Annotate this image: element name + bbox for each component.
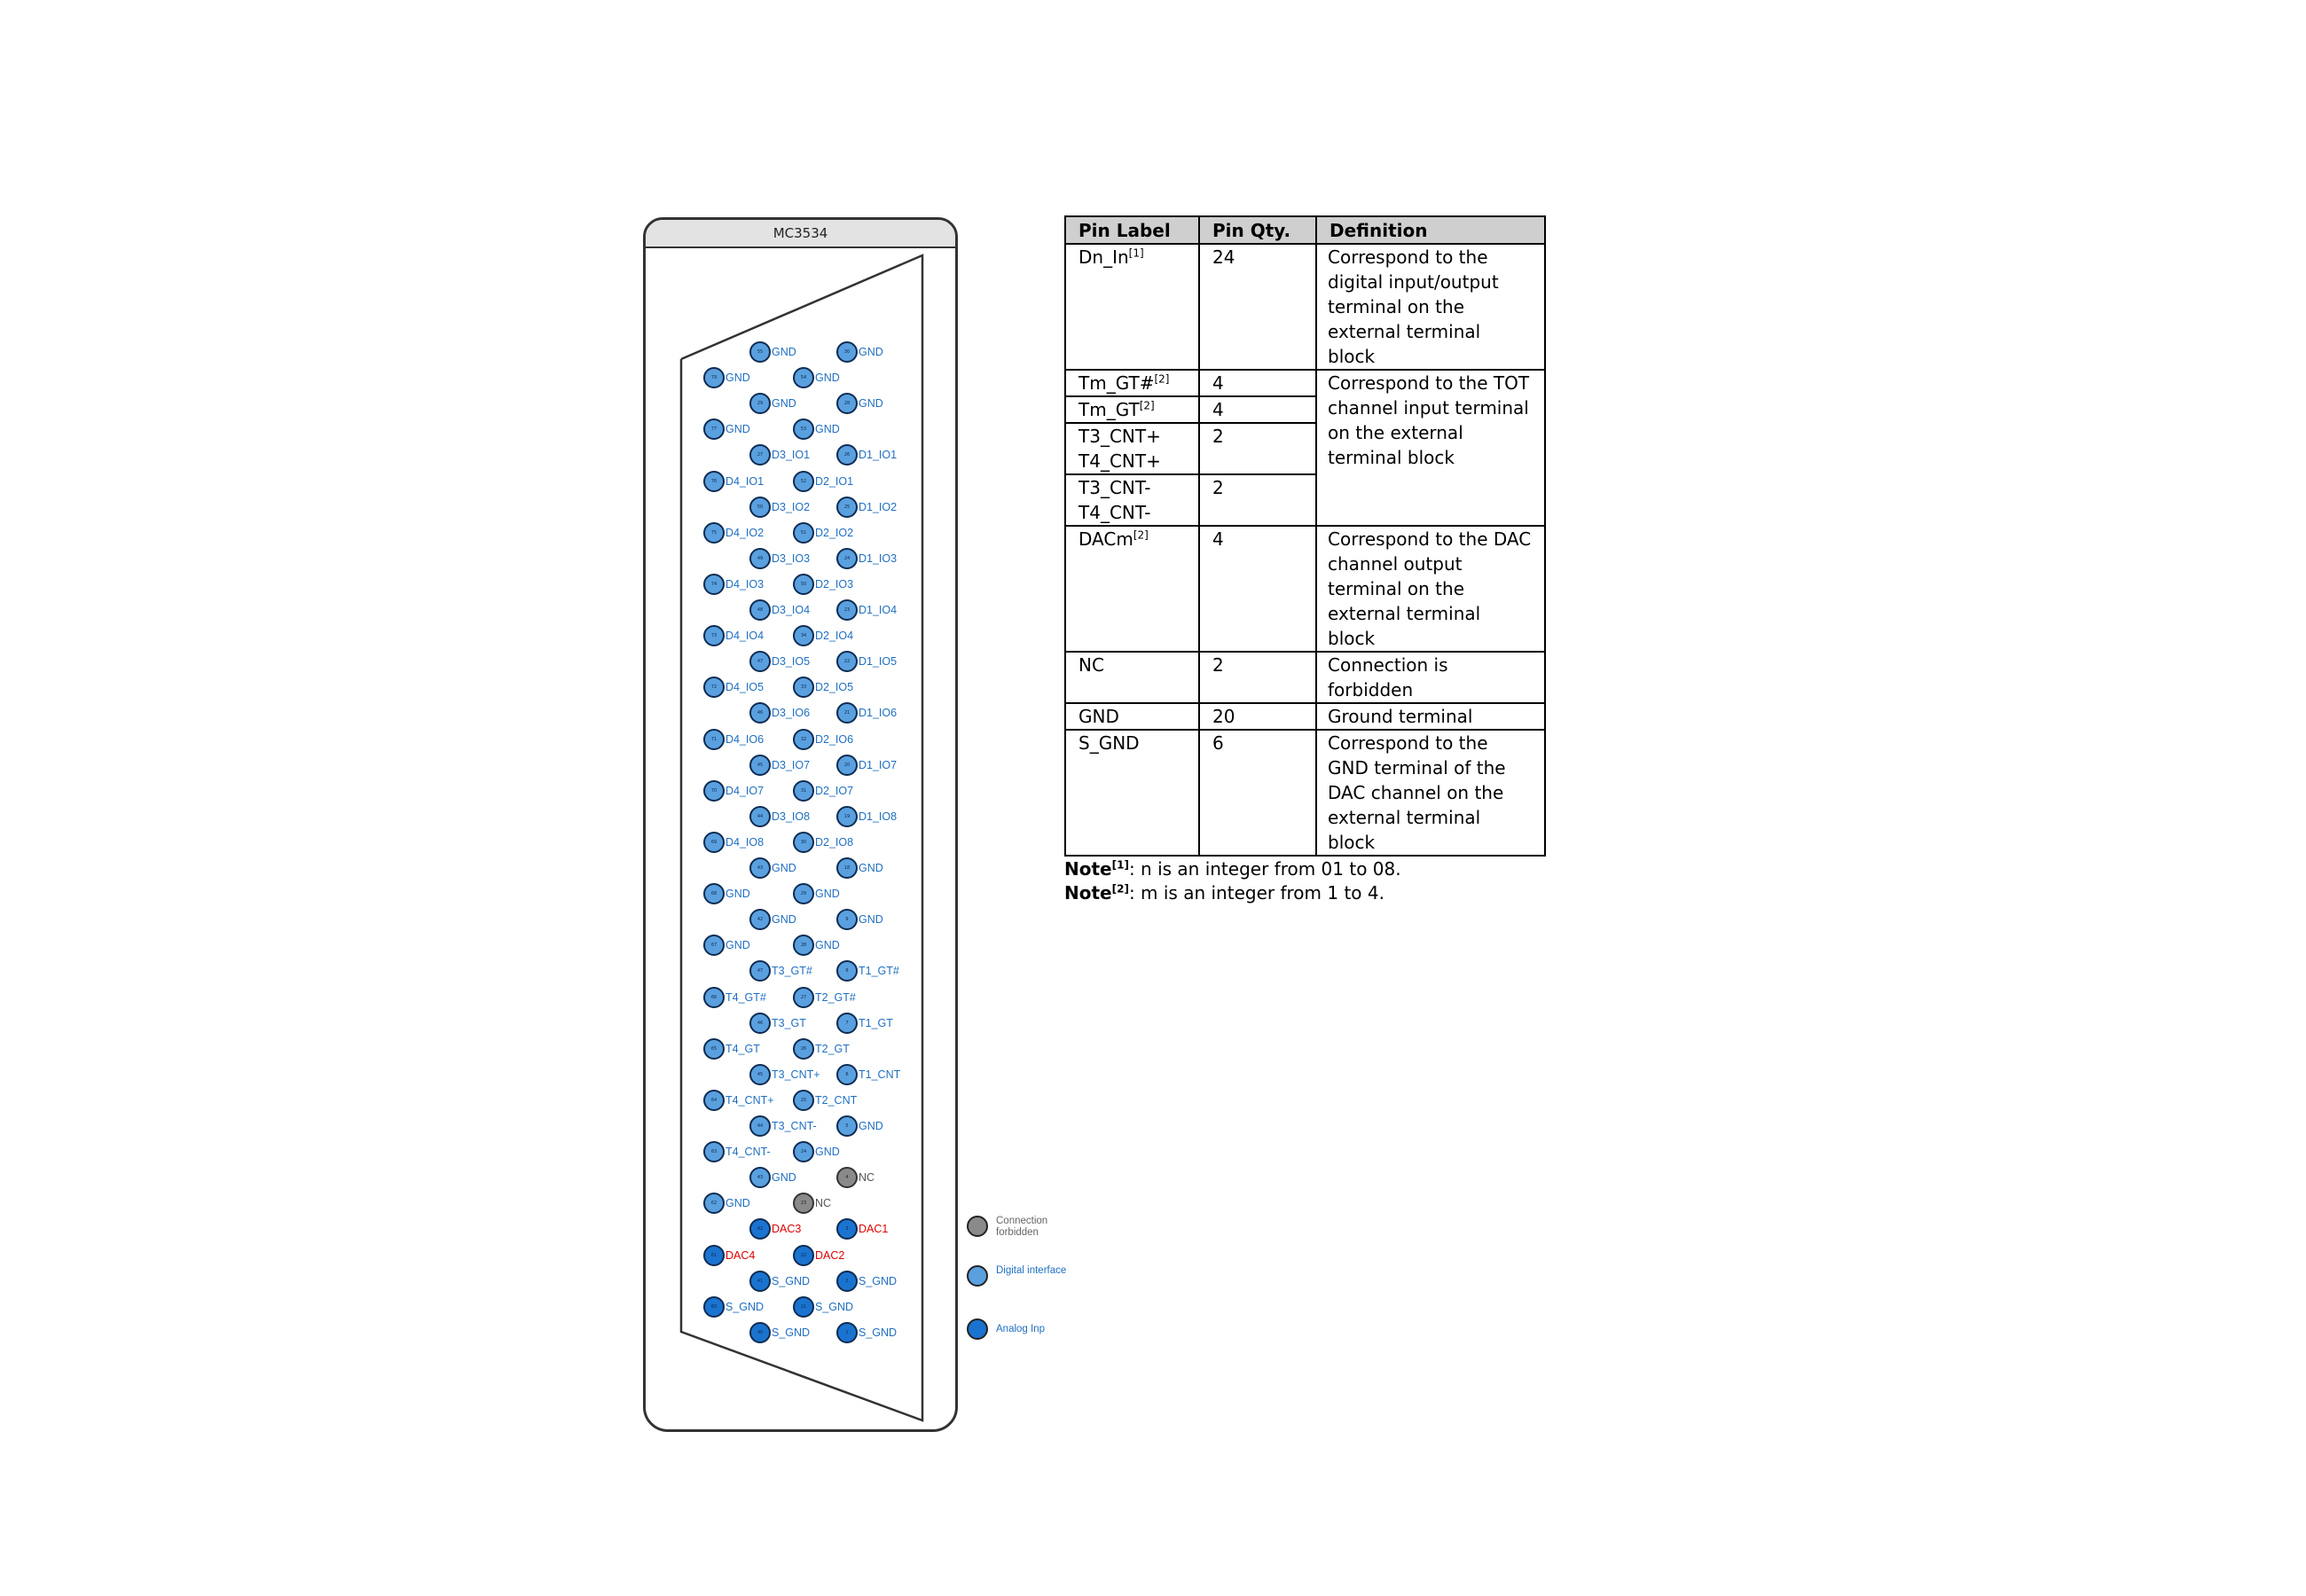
pin-label: D2_IO3 xyxy=(815,577,854,591)
pin-t3-cnt--icon: 45 xyxy=(749,1064,771,1085)
pin-gnd-icon: 9 xyxy=(836,909,858,930)
pin-d3-io4-icon: 48 xyxy=(749,599,771,621)
pin-label: T3_CNT- xyxy=(772,1120,817,1132)
pin-qty-cell: 4 xyxy=(1199,396,1316,423)
pin-label: GND xyxy=(726,939,750,952)
pin-gnd-icon: 24 xyxy=(793,1141,814,1162)
table-row xyxy=(1065,526,1545,652)
pin-label: GND xyxy=(772,862,796,874)
pin-t3-cnt--icon: 44 xyxy=(749,1115,771,1137)
pin-label: D1_IO2 xyxy=(859,500,898,513)
pin-d1-io8-icon: 19 xyxy=(836,806,858,827)
pin-label-cell: T3_CNT- T4_CNT- xyxy=(1065,474,1199,526)
pin-nc-icon: 23 xyxy=(793,1193,814,1214)
pin-dac2-icon: 22 xyxy=(793,1245,814,1266)
pin-label: T2_GT xyxy=(815,1042,850,1055)
definition-cell: Correspond to the GND terminal of the DAC channel on the external terminal block xyxy=(1316,730,1545,856)
definition-cell: Correspond to the TOT channel input terminal on the external terminal block xyxy=(1316,370,1545,526)
pin-label: S_GND xyxy=(815,1300,854,1313)
pin-d2-io5-icon: 33 xyxy=(793,677,814,698)
pin-t4-gt-icon: 65 xyxy=(703,1038,725,1060)
pin-dac3-icon: 42 xyxy=(749,1218,771,1240)
pin-label: D4_IO7 xyxy=(726,784,765,797)
pin-d1-io2-icon: 25 xyxy=(836,497,858,518)
pin-d4-io5-icon: 72 xyxy=(703,677,725,698)
pin-label: GND xyxy=(815,888,840,901)
note-2: Note[2]: m is an integer from 1 to 4. xyxy=(1064,882,1384,904)
pin-label: T4_CNT- xyxy=(726,1146,771,1159)
pin-qty-cell: 20 xyxy=(1199,703,1316,730)
pin-s-gnd-icon: 60 xyxy=(703,1296,725,1318)
pin-s-gnd-icon: 2 xyxy=(836,1271,858,1292)
pin-label: D1_IO7 xyxy=(859,758,898,771)
pin-d4-io8-icon: 69 xyxy=(703,832,725,853)
pin-s-gnd-icon: 1 xyxy=(836,1322,858,1343)
pin-label: S_GND xyxy=(772,1274,811,1287)
pin-label: D4_IO8 xyxy=(726,835,765,849)
pin-gnd-icon: 43 xyxy=(749,857,771,879)
pin-label: DAC3 xyxy=(772,1223,802,1236)
pin-label: D4_IO1 xyxy=(726,474,765,488)
pin-label: D3_IO7 xyxy=(772,758,811,771)
pin-label: D3_IO6 xyxy=(772,707,811,720)
pin-label-cell: GND xyxy=(1065,703,1199,730)
pin-label: D3_IO8 xyxy=(772,810,811,823)
pin-label: D4_IO6 xyxy=(726,732,765,746)
pin-label: D3_IO1 xyxy=(772,449,811,462)
header-pin-label: Pin Label xyxy=(1065,216,1199,244)
pin-s-gnd-icon: 21 xyxy=(793,1296,814,1318)
pin-label: NC xyxy=(859,1171,875,1185)
pin-d1-io3-icon: 24 xyxy=(836,548,858,569)
pin-label: T4_GT xyxy=(726,1042,760,1055)
pin-label: T2_CNT xyxy=(815,1093,858,1107)
pin-t4-cnt--icon: 63 xyxy=(703,1141,725,1162)
table-row xyxy=(1065,652,1545,703)
pin-label: D1_IO1 xyxy=(859,449,898,462)
connector-title: MC3534 xyxy=(646,220,955,248)
pin-label-cell: DACm[2] xyxy=(1065,526,1199,652)
pin-t1-gt--icon: 8 xyxy=(836,960,858,982)
pin-label: D1_IO6 xyxy=(859,707,898,720)
pin-label: GND xyxy=(815,423,840,436)
pin-d1-io4-icon: 23 xyxy=(836,599,858,621)
pin-label: DAC1 xyxy=(859,1223,889,1236)
nc-pin-swatch-icon xyxy=(967,1216,988,1237)
pin-d2-io4-icon: 34 xyxy=(793,625,814,646)
note-1: Note[1]: n is an integer from 01 to 08. xyxy=(1064,858,1401,880)
pin-label: S_GND xyxy=(772,1326,811,1339)
pin-d4-io7-icon: 70 xyxy=(703,780,725,802)
header-pin-qty: Pin Qty. xyxy=(1199,216,1316,244)
pin-qty-cell: 4 xyxy=(1199,370,1316,396)
definition-cell: Connection is forbidden xyxy=(1316,652,1545,703)
pin-label: D4_IO4 xyxy=(726,630,765,643)
pin-label: D2_IO7 xyxy=(815,784,854,797)
pin-label: GND xyxy=(772,1171,796,1185)
pin-d3-io5-icon: 47 xyxy=(749,651,771,672)
pin-label: GND xyxy=(726,372,750,385)
pin-nc-icon: 4 xyxy=(836,1167,858,1188)
pin-label: GND xyxy=(815,939,840,952)
pin-label: GND xyxy=(726,1197,750,1210)
pin-label: DAC4 xyxy=(726,1248,756,1262)
definition-cell: Ground terminal xyxy=(1316,703,1545,730)
pin-gnd-icon: 43 xyxy=(749,1167,771,1188)
header-definition: Definition xyxy=(1316,216,1545,244)
pin-label: D2_IO1 xyxy=(815,474,854,488)
pin-d3-io3-icon: 49 xyxy=(749,548,771,569)
pin-label-cell: Tm_GT#[2] xyxy=(1065,370,1199,396)
pin-label: D1_IO8 xyxy=(859,810,898,823)
pin-dac4-icon: 61 xyxy=(703,1245,725,1266)
pin-d3-io1-icon: 27 xyxy=(749,444,771,466)
pin-d1-io5-icon: 22 xyxy=(836,651,858,672)
pin-label-cell: Dn_In[1] xyxy=(1065,244,1199,370)
table-row xyxy=(1065,703,1545,730)
pin-s-gnd-icon: 41 xyxy=(749,1271,771,1292)
pin-d2-io3-icon: 50 xyxy=(793,574,814,595)
pin-gnd-icon: 79 xyxy=(703,367,725,388)
pin-d4-io4-icon: 73 xyxy=(703,625,725,646)
pin-gnd-icon: 53 xyxy=(793,419,814,440)
pin-label: D1_IO3 xyxy=(859,552,898,565)
pin-gnd-icon: 42 xyxy=(749,909,771,930)
pin-d1-io7-icon: 20 xyxy=(836,755,858,776)
pin-d2-io8-icon: 30 xyxy=(793,832,814,853)
analog-pin-swatch-icon xyxy=(967,1318,988,1340)
pin-t3-gt-icon: 46 xyxy=(749,1013,771,1034)
pin-label: D1_IO5 xyxy=(859,655,898,669)
pin-label: GND xyxy=(859,913,883,927)
pin-qty-cell: 6 xyxy=(1199,730,1316,856)
pin-label: D2_IO5 xyxy=(815,681,854,694)
pin-label: D3_IO3 xyxy=(772,552,811,565)
pin-t1-gt-icon: 7 xyxy=(836,1013,858,1034)
pin-label: T3_CNT+ xyxy=(772,1068,820,1081)
pin-qty-cell: 24 xyxy=(1199,244,1316,370)
pin-gnd-icon: 77 xyxy=(703,419,725,440)
pin-t1-cnt-icon: 6 xyxy=(836,1064,858,1085)
pin-label: D2_IO2 xyxy=(815,526,854,539)
pin-gnd-icon: 28 xyxy=(836,393,858,414)
pin-label: D3_IO5 xyxy=(772,655,811,669)
pin-d3-io7-icon: 45 xyxy=(749,755,771,776)
pin-d2-io1-icon: 52 xyxy=(793,471,814,492)
pin-label: GND xyxy=(772,913,796,927)
pin-t4-cnt--icon: 64 xyxy=(703,1090,725,1111)
pin-gnd-icon: 54 xyxy=(793,367,814,388)
pin-label: T3_GT# xyxy=(772,965,812,978)
pin-t2-gt-icon: 26 xyxy=(793,1038,814,1060)
pin-gnd-icon: 67 xyxy=(703,935,725,956)
pin-label: GND xyxy=(859,397,883,411)
pin-d3-io6-icon: 46 xyxy=(749,702,771,724)
pin-label: GND xyxy=(859,1120,883,1132)
pin-gnd-icon: 29 xyxy=(793,883,814,904)
table-row xyxy=(1065,370,1545,396)
legend-label: Analog Inp xyxy=(996,1324,1045,1334)
pin-gnd-icon: 29 xyxy=(749,393,771,414)
digital-pin-swatch-icon xyxy=(967,1265,988,1287)
pin-d2-io6-icon: 32 xyxy=(793,729,814,750)
pin-d4-io3-icon: 74 xyxy=(703,574,725,595)
table-row xyxy=(1065,244,1545,370)
pin-label: GND xyxy=(772,346,796,358)
pin-label-cell: NC xyxy=(1065,652,1199,703)
pin-label: D4_IO5 xyxy=(726,681,765,694)
pin-label: S_GND xyxy=(859,1326,898,1339)
table-notes xyxy=(1064,857,1401,905)
pin-d2-io7-icon: 31 xyxy=(793,780,814,802)
pin-s-gnd-icon: 40 xyxy=(749,1322,771,1343)
pin-label: D2_IO6 xyxy=(815,732,854,746)
pin-t3-gt--icon: 47 xyxy=(749,960,771,982)
pin-label: T1_GT# xyxy=(859,965,899,978)
pin-label: GND xyxy=(815,1146,840,1159)
pin-label: GND xyxy=(772,397,796,411)
pin-d1-io1-icon: 26 xyxy=(836,444,858,466)
pin-d4-io2-icon: 75 xyxy=(703,522,725,544)
pin-t4-gt--icon: 66 xyxy=(703,987,725,1008)
pin-label: D2_IO8 xyxy=(815,835,854,849)
pin-label: GND xyxy=(726,888,750,901)
pin-gnd-icon: 28 xyxy=(793,935,814,956)
legend-label: Digital interface xyxy=(996,1265,1067,1276)
pin-label: T1_GT xyxy=(859,1016,893,1029)
pin-label: D4_IO3 xyxy=(726,577,765,591)
pin-label: D3_IO4 xyxy=(772,604,811,616)
pin-label: T1_CNT xyxy=(859,1068,901,1081)
pin-d3-io8-icon: 44 xyxy=(749,806,771,827)
table-row xyxy=(1065,730,1545,856)
pin-d3-io2-icon: 50 xyxy=(749,497,771,518)
pin-label: D2_IO4 xyxy=(815,630,854,643)
pin-label-cell: S_GND xyxy=(1065,730,1199,856)
pin-qty-cell: 4 xyxy=(1199,526,1316,652)
pin-gnd-icon: 5 xyxy=(836,1115,858,1137)
pin-label-cell: Tm_GT[2] xyxy=(1065,396,1199,423)
pin-qty-cell: 2 xyxy=(1199,423,1316,474)
legend-label: Connection forbidden xyxy=(996,1216,1048,1238)
pin-label: D1_IO4 xyxy=(859,604,898,616)
pin-label: T4_GT# xyxy=(726,990,766,1004)
definition-cell: Correspond to the DAC channel output terminal on the external terminal block xyxy=(1316,526,1545,652)
pin-label: GND xyxy=(859,862,883,874)
pin-label: D4_IO2 xyxy=(726,526,765,539)
definition-cell: Correspond to the digital input/output terminal on the external terminal block xyxy=(1316,244,1545,370)
pin-d1-io6-icon: 21 xyxy=(836,702,858,724)
connector-diagram xyxy=(643,217,958,1432)
pin-label: DAC2 xyxy=(815,1248,845,1262)
pin-definition-table xyxy=(1064,215,1546,857)
pin-label: GND xyxy=(726,423,750,436)
pin-qty-cell: 2 xyxy=(1199,652,1316,703)
pin-qty-cell: 2 xyxy=(1199,474,1316,526)
pin-d4-io1-icon: 76 xyxy=(703,471,725,492)
pin-label: T2_GT# xyxy=(815,990,856,1004)
pin-label: D3_IO2 xyxy=(772,500,811,513)
pin-t2-gt--icon: 27 xyxy=(793,987,814,1008)
pin-label: T3_GT xyxy=(772,1016,806,1029)
pin-label-cell: T3_CNT+ T4_CNT+ xyxy=(1065,423,1199,474)
table-header-row xyxy=(1065,216,1545,244)
pin-gnd-icon: 30 xyxy=(836,341,858,363)
pin-label: GND xyxy=(859,346,883,358)
pin-label: S_GND xyxy=(726,1300,765,1313)
pin-gnd-icon: 55 xyxy=(749,341,771,363)
pin-d4-io6-icon: 71 xyxy=(703,729,725,750)
pin-label: S_GND xyxy=(859,1274,898,1287)
pin-label: NC xyxy=(815,1197,832,1210)
pin-label: T4_CNT+ xyxy=(726,1093,774,1107)
pin-d2-io2-icon: 51 xyxy=(793,522,814,544)
pin-gnd-icon: 62 xyxy=(703,1193,725,1214)
pin-t2-cnt-icon: 25 xyxy=(793,1090,814,1111)
pin-gnd-icon: 68 xyxy=(703,883,725,904)
pin-gnd-icon: 18 xyxy=(836,857,858,879)
pin-dac1-icon: 3 xyxy=(836,1218,858,1240)
pin-label: GND xyxy=(815,372,840,385)
